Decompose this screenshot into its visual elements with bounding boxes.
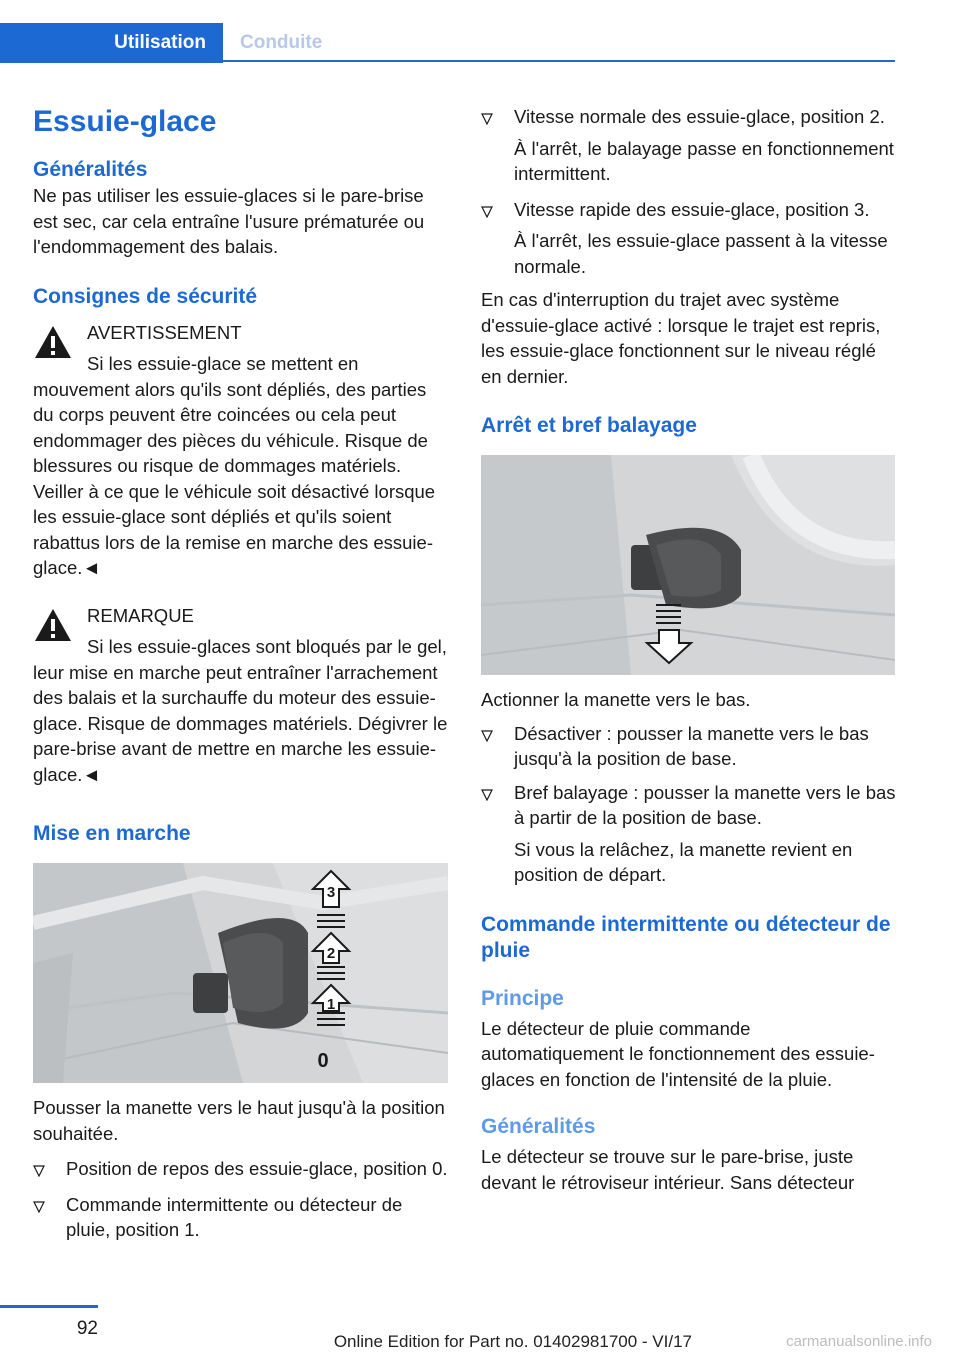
heading-consignes: Consignes de sécurité [33, 284, 258, 308]
warning-block-1 [33, 320, 448, 581]
list-item [481, 780, 896, 831]
position-label-1: 1 [326, 996, 336, 1013]
warning-title: AVERTISSEMENT [87, 321, 242, 343]
bullet-subtext: À l'arrêt, le balayage passe en fonctionnement intermittent. [514, 137, 894, 184]
bullet-text: Vitesse normale des essuie-glace, position 2. [514, 106, 885, 127]
bullet-triangle-icon [481, 206, 493, 218]
chapter-tabs [0, 23, 339, 63]
right-column [481, 104, 896, 1195]
list-item [481, 721, 896, 772]
wiper-stalk-down-illustration [481, 455, 895, 675]
tab-underline [223, 60, 895, 62]
page-title: Essuie-glace [33, 105, 217, 138]
warning-triangle-icon [33, 324, 73, 360]
warning-block-2 [33, 603, 448, 788]
bullet-text: Commande intermittente ou détecteur de pluie, position 1. [66, 1193, 403, 1240]
bullet-text: Vitesse rapide des essuie-glace, position 3. [514, 198, 870, 220]
left-column [33, 98, 448, 1243]
heading-commande: Commande intermittente ou détecteur de pluie [481, 912, 891, 962]
position-label-2: 2 [326, 945, 336, 962]
interrupt-text: En cas d'interruption du trajet avec système d'essuie-glace activé : lorsque le trajet est repris, les essuie-glace fonctionnent sur le niveau réglé en dernier. [481, 289, 881, 387]
wiper-stalk-up-illustration [33, 863, 448, 1083]
bullet-triangle-icon [481, 730, 493, 742]
tab-utilisation[interactable]: Utilisation [0, 23, 223, 63]
heading-arret: Arrêt et bref balayage [481, 414, 697, 437]
stalk-up-drawing [33, 863, 448, 1083]
warning-text: Si les essuie-glaces sont bloqués par le gel, leur mise en marche peut entraîner l'arrachement des balais et la surchauffe du moteur des essuie-glace. Risque de dommages matériels. Dégivrer le pare-brise avant de mettre en marche les essuie-glace.◄ [33, 636, 448, 785]
bullet-text: Désactiver : pousser la manette vers le bas jusqu'à la position de base. [514, 722, 869, 769]
heading-mise-en-marche: Mise en marche [33, 822, 191, 845]
bullet-triangle-icon [481, 789, 493, 801]
tab-conduite[interactable]: Conduite [240, 32, 323, 53]
list-item [481, 104, 896, 130]
bullet-subtext: À l'arrêt, les essuie-glace passent à la vitesse normale. [514, 230, 888, 277]
warning-title: REMARQUE [87, 604, 194, 626]
position-label-0: 0 [317, 1050, 329, 1072]
list-item [481, 197, 896, 223]
bullet-subtext: Si vous la relâchez, la manette revient en position de départ. [514, 838, 853, 885]
edition-footer: Online Edition for Part no. 01402981700 - VI/17 [333, 1332, 692, 1351]
page-number: 92 [76, 1318, 98, 1339]
arret-text: Actionner la manette vers le bas. [481, 689, 751, 710]
list-item [33, 1156, 448, 1182]
warning-triangle-icon [33, 607, 73, 643]
generalites-text: Ne pas utiliser les essuie-glaces si le pare-brise est sec, car cela entraîne l'usure prématurée ou l'endommagement des balais. [33, 185, 425, 257]
mise-text: Pousser la manette vers le haut jusqu'à la position souhaitée. [33, 1097, 445, 1144]
bullet-text: Bref balayage : pousser la manette vers le bas à partir de la position de base. [514, 781, 896, 828]
list-item [33, 1192, 448, 1243]
bullet-triangle-icon [33, 1165, 45, 1177]
heading-principe: Principe [481, 986, 564, 1010]
bullet-triangle-icon [481, 113, 493, 125]
footer-rule [0, 1305, 98, 1308]
bullet-triangle-icon [33, 1201, 45, 1213]
heading-generalites-2: Généralités [481, 1115, 596, 1138]
principe-text: Le détecteur de pluie commande automatiquement le fonctionnement des essuie-glaces en fonction de l'intensité de la pluie. [481, 1017, 875, 1090]
watermark: carmanualsonline.info [786, 1333, 932, 1350]
heading-generalites: Généralités [33, 158, 148, 181]
generalites2-text: Le détecteur se trouve sur le pare-brise, juste devant le rétroviseur intérieur. Sans détecteur [481, 1146, 855, 1193]
warning-text: Si les essuie-glace se mettent en mouvement alors qu'ils sont dépliés, des parties du corps peuvent être coincées ou cela peut endommager des pièces du véhicule. Risque de blessures ou risque de dommages matériels. Veiller à ce que le véhicule soit désactivé lorsque les essuie-glace sont dépliés et qu'ils soient rabattus lors de la remise en marche des essuie-glace.◄ [33, 353, 436, 578]
bullet-text: Position de repos des essuie-glace, position 0. [66, 1158, 448, 1179]
stalk-down-drawing [481, 455, 895, 675]
position-label-3: 3 [326, 884, 336, 901]
